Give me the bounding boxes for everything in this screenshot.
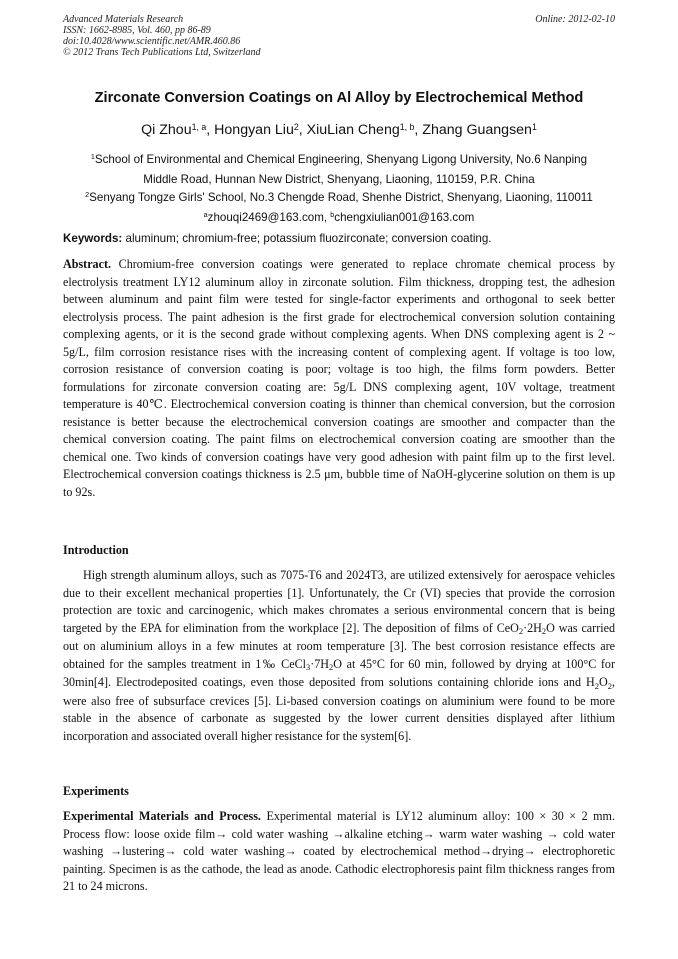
email-link[interactable]: chengxiulian001@163.com: [334, 210, 475, 224]
author-name: Hongyan Liu: [214, 122, 294, 138]
keywords-label: Keywords:: [63, 232, 123, 245]
doi-line: doi:10.4028/www.scientific.net/AMR.460.86: [63, 36, 241, 47]
author-name: Qi Zhou: [141, 122, 192, 138]
keywords: [63, 232, 615, 245]
introduction-paragraph: High strength aluminum alloys, such as 7075-T6 and 2024T3, are utilized extensively for aerospace vehicles due to their excellent mechanical properties [1]. Unfortunately, the Cr (VI) species that provide the corrosion protection are toxic and carcinogenic, which makes chromates a serious environmental concern that is being targeted by the EPA for elimination from the workplace [2]. The deposition of films of $CeO_2\cdot 2H_2O$ was carried out on aluminium alloys in a few minutes at room temperature [3]. The best corrosion resistance effects are obtained for the samples treatment in 1‰ $CeCl_3\cdot 7H_2O$ at 45°C for 60 min, followed by drying at 100°C for 30min[4]. Electrodeposited coatings, even those deposited from solutions containing chloride ions and $H_2O_2$, were also free of subsurface crevices [5]. Li-based conversion coatings on aluminium were found to be more stable in the absence of carbonate as suggested by the lower current densities displayed after lithium incorporation and associated overall higher resistance for the system[6].: [63, 568, 616, 743]
subsection-label: Experimental Materials and Process.: [63, 809, 261, 823]
section-heading-introduction: Introduction: [63, 543, 129, 557]
affiliation-marker: 2: [85, 190, 90, 200]
experiments-paragraph: Experimental Materials and Process. Experimental material is LY12 aluminum alloy: 100 × 30 × 2 mm. Process flow: loose oxide film→ cold water washing →alkaline etching→ warm water washing → cold water washing →lustering→ cold water washing→ coated by electrochemical method→drying→ electrophoretic painting. Specimen is as the cathode, the lead as anode. Cathodic electrophoresis paint film thickness ranges from 21 to 24 microns.: [63, 809, 615, 893]
copyright-line: © 2012 Trans Tech Publications Ltd, Switzerland: [63, 47, 261, 58]
author-name: XiuLian Cheng: [306, 122, 400, 138]
author-name: Zhang Guangsen: [422, 122, 532, 138]
affiliation-marker: 1: [90, 152, 95, 162]
abstract: [63, 256, 615, 501]
issn-line: ISSN: 1662-8985, Vol. 460, pp 86-89: [63, 25, 211, 36]
author-sup: 1, b: [399, 121, 415, 132]
affiliation-1: $^1$School of Environmental and Chemical Engineering, Shenyang Ligong University, No.6 Nanping: [90, 152, 588, 166]
author-sup: 1, a: [191, 121, 207, 132]
email-link[interactable]: zhouqi2469@163.com,: [207, 210, 331, 224]
section-heading-experiments: Experiments: [63, 784, 129, 798]
keywords-text: aluminum; chromium-free; potassium fluozirconate; conversion coating.: [122, 232, 492, 245]
author-sup: 2: [293, 121, 299, 132]
abstract-text: Chromium-free conversion coatings were generated to replace chromate chemical process by electrolysis treatment LY12 aluminum alloy in zirconate solution. Film thickness, dropping test, the adhesion between aluminum and paint film were tested for single-factor experiments and orthogonal to seek better electrolysis process. The paint adhesion is the first grade for electrochemical conversion solution containing complexing agents, or it is the second grade without complexing agents. When DNS complexing agent is 2 ~ 5g/L, film corrosion resistance rises with the increasing content of complexing agent. If voltage is too low, corrosion resistance of conversion coating is poor; voltage is too high, the films form powders. Better formulations for zirconate conversion coating are: 5g/L DNS complexing agent, 10V voltage, treatment temperature is 40℃. Electrochemical conversion coating is thinner than chemical conversion, but the corrosion resistance is better because the electrochemical conversion coatings are smoother and compacter than the chemical conversion coating. The paint films on electrochemical conversion coating are smoother than the chemical one. Two kinds of conversion coatings have very good adhesion with paint film up to the first level. Electrochemical conversion coatings thickness is 2.5 μm, bubble time of NaOH-glycerine solution on them is up to 92s.: [63, 257, 615, 499]
author-sup: 1: [531, 121, 537, 132]
affiliation-1-cont: Middle Road, Hunnan New District, Shenyang, Liaoning, 110159, P.R. China: [143, 172, 535, 186]
author-list: Qi Zhou$^{1, a}$, Hongyan Liu$^2$, XiuLian Cheng$^{1, b}$, Zhang Guangsen$^1$: [141, 121, 537, 138]
journal-header: [63, 14, 615, 58]
affiliations: [50, 151, 628, 228]
journal-name: Advanced Materials Research: [63, 14, 184, 25]
author-emails: $^a$zhouqi2469@163.com, $^b$chengxiulian001@163.com: [203, 209, 475, 224]
abstract-label: Abstract.: [63, 257, 112, 271]
paper-title: Zirconate Conversion Coatings on Al Alloy by Electrochemical Method: [94, 90, 584, 106]
online-date: Online: 2012-02-10: [535, 14, 615, 25]
affiliation-2: $^2$Senyang Tongze Girls' School, No.3 Chengde Road, Shenhe District, Shenyang, Liaoning, 110011: [85, 190, 593, 204]
